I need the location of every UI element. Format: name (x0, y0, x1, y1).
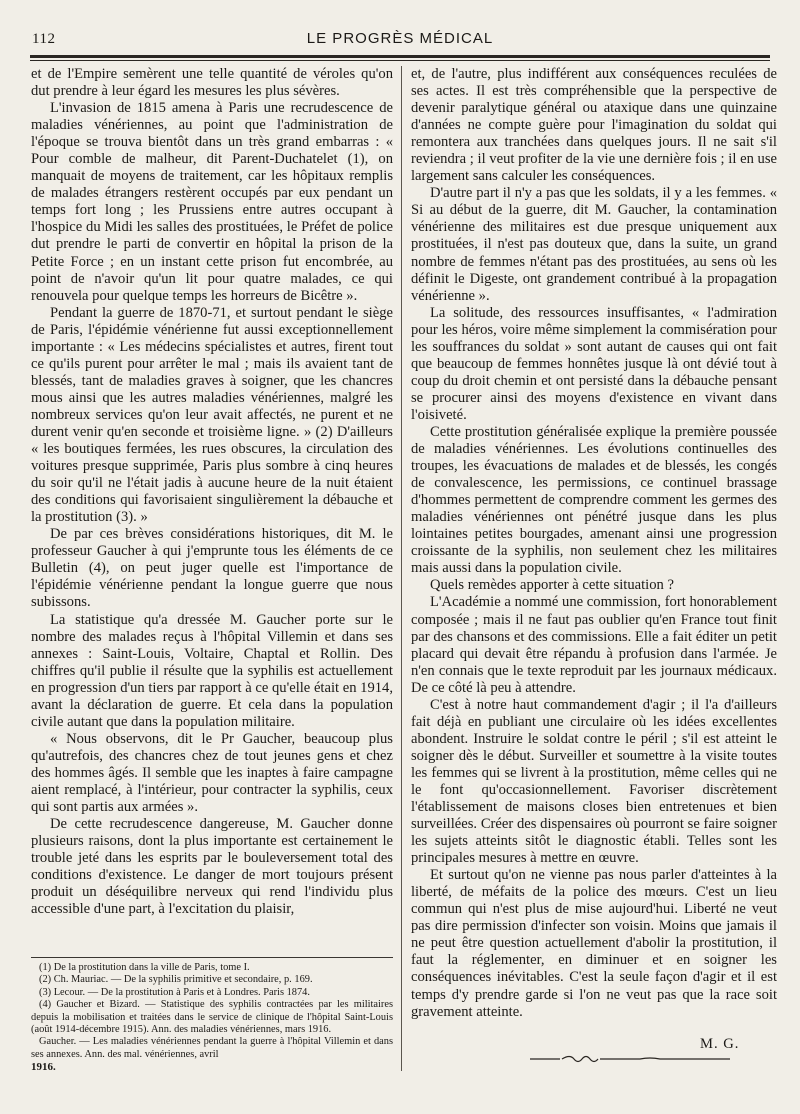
footnote-rule (31, 957, 393, 958)
footnotes (31, 962, 393, 1074)
footnote: (4) Gaucher et Bizard. — Statistique des syphilis contractées par les militaires depuis la mobilisation et traitées dans le service de clinique de l'hôpital Saint-Louis (août 1914-décembre 1915). Ann. des maladies vénériennes, mars 1916. (31, 999, 393, 1036)
paragraph: Pendant la guerre de 1870-71, et surtout pendant le siège de Paris, l'épidémie vénérienne fut aussi exceptionnellement importante : « Les médecins spécialistes et autres, firent tout ce qu'ils purent pour arrêter le mal ; mais ils avaient tant de blessés, tant de maladies graves à soigner, que les chancres mous ainsi que les autres maladies vénériennes, malgré les nombreux services qu'on leur avait affectés, ne purent et ne durent venir qu'en seconde et troisième ligne. » (2) D'ailleurs « les boutiques fermées, les rues obscures, la circulation des voitures presque supprimée, Paris plus sombre à cinq heures du soir qu'il ne l'était jadis à aucune heure de la nuit étaient des conditions qui favorisaient singulièrement la débauche et la prostitution (3). » (31, 304, 393, 526)
paragraph: La solitude, des ressources insuffisantes, « l'admiration pour les héros, voire même simplement la commisération pour les souffrances du soldat » sont autant de causes qui ont fait que beaucoup de femmes honnêtes jusque là ont dévié tout à coup du droit chemin et ont persisté dans la débauche pensant se procurer ainsi des moyens d'existence en vivant dans l'oisiveté. (411, 304, 777, 423)
paragraph: et de l'Empire semèrent une telle quantité de véroles qu'on dut prendre à leur égard les mesures les plus sévères. (31, 66, 393, 100)
paragraph: De cette recrudescence dangereuse, M. Gaucher donne plusieurs raisons, dont la plus importante est certainement le trouble jeté dans les esprits par le bouleversement total des conditions d'existence. Le danger de mort toujours présent produit un déséquilibre nerveux qui rend l'individu plus accessible d'une part, à l'excitation du plaisir, (31, 816, 393, 918)
paragraph: L'invasion de 1815 amena à Paris une recrudescence de maladies vénériennes, au point que l'administration de l'époque se trouva bientôt dans un très grand embarras : « Pour comble de malheur, dit Parent-Duchatelet (1), on manquait de moyens de traitement, car les hôpitaux remplis de malades étrangers restèrent occupés par eux pendant un temps fort long ; les Prussiens entre autres occupant à l'hospice du Midi les salles des prostituées, le Préfet de police dut prendre le parti de convertir en hôpital la prison de la Petite Force ; en un instant cette prison fut encombrée, au point de n'avoir qu'un lit pour quatre malades, ce qui renouvela pour quelque temps les horreurs de Bicêtre ». (31, 100, 393, 304)
page-number: 112 (32, 31, 56, 47)
author-signature: M. G. (700, 1036, 740, 1052)
footnote: (3) Lecour. — De la prostitution à Paris et à Londres. Paris 1874. (39, 986, 310, 998)
right-column (411, 66, 777, 1021)
paragraph: La statistique qu'a dressée M. Gaucher porte sur le nombre des malades reçus à l'hôpital Villemin et dans ses annexes : Saint-Louis, Voltaire, Chaptal et Rollin. Des chiffres qu'il publie il résulte que la syphilis est actuellement en progression d'un tiers par rapport à ce qu'elle était en 1914, avant la déclaration de guerre. Et cela dans la population civile autant que dans la population militaire. (31, 611, 393, 730)
footnote: (2) Ch. Mauriac. — De la syphilis primitive et secondaire, p. 169. (39, 974, 313, 986)
paragraph: « Nous observons, dit le Pr Gaucher, beaucoup plus qu'autrefois, des chancres chez de tout jeunes gens et chez des hommes âgés. Il semble que les inaptes à faire campagne aient remplacé, à l'intérieur, pour contracter la syphilis, ceux qui sont partis aux armées ». (31, 730, 393, 816)
page-header (30, 30, 770, 50)
paragraph: Cette prostitution généralisée explique la première poussée de maladies vénériennes. Les évolutions continuelles des troupes, les évacuations de malades et de blessés, les congés de convalescence, les permissions, ce continuel brassage d'hommes permettent de comprendre comment les germes des maladies vénériennes ont pénétré jusque dans les plus lointaines petites bourgades, amenant ainsi une progression croissante de la syphilis, non seulement chez les militaires mais aussi dans la population civile. (411, 423, 777, 577)
left-column (31, 66, 393, 918)
footnote: (1) De la prostitution dans la ville de Paris, tome I. (39, 962, 250, 973)
paragraph: et, de l'autre, plus indifférent aux conséquences reculées de ses actes. Il est très compréhensible que la perspective de devenir paralytique général ou ataxique dans une quinzaine d'années ne compte guère pour l'imagination du soldat qui remontera aux tranchées dans quelques jours. Il ne sait s'il reviendra ; il veut profiter de la vie une dernière fois ; il en use largement sans calculer les conséquences. (411, 66, 777, 185)
header-rule-thick (30, 55, 770, 58)
paragraph: L'Académie a nommé une commission, fort honorablement composée ; mais il ne faut pas oublier qu'en France tout finit par des chansons et des commissions. Elle a fait éditer un petit placard qui devait être répandu à profusion dans l'armée. Je n'en connais que le texte reproduit par les journaux médicaux. De ce côté là peu à attendre. (411, 594, 777, 696)
paragraph: C'est à notre haut commandement d'agir ; il l'a d'ailleurs fait déjà en publiant une circulaire où les idées excellentes abondent. Instruire le soldat contre le péril ; s'il est atteint le soigner dès le début. Surveiller et soumettre à la visite toutes les femmes qui se livrent à la prostitution, même celles qui ne le font qu'occasionnellement. Favoriser discrètement l'établissement de maisons closes bien entretenues et bien surveillées. Créer des dispensaires où pourront se faire soigner les sujets atteints sitôt le diagnostic établi. Telles sont les principales mesures à mettre en œuvre. (411, 696, 777, 867)
paragraph: Quels remèdes apporter à cette situation ? (430, 577, 674, 594)
footnote-year: 1916. (31, 1061, 56, 1074)
paragraph: De par ces brèves considérations historiques, dit M. le professeur Gaucher à qui j'emprunte tous les éléments de ce Bulletin (4), on peut juger quelle est l'importance de l'épidémie vénérienne pendant la longue guerre que nous subissons. (31, 526, 393, 611)
journal-title: LE PROGRÈS MÉDICAL (306, 30, 494, 47)
column-divider (401, 66, 402, 1071)
header-rule-thin (30, 60, 770, 61)
end-flourish-ornament (530, 1054, 730, 1064)
footnote: Gaucher. — Les maladies vénériennes pendant la guerre à l'hôpital Villemin et dans ses annexes. Ann. des mal. vénériennes, avril (31, 1036, 393, 1060)
paragraph: Et surtout qu'on ne vienne pas nous parler d'atteintes à la liberté, de méfaits de la police des mœurs. C'est un lieu commun qui n'est plus de mise aujourd'hui. Liberté ne veut pas dire permission d'infecter son voisin. Moins que jamais il ne peut être question actuellement d'abolir la prostitution, il faut la réglementer, en diminuer et en soigner les conséquences inévitables. C'est la seule façon d'agir et il est temps d'y prendre garde si l'on ne veut pas que la race soit gravement atteinte. (411, 867, 777, 1020)
paragraph: D'autre part il n'y a pas que les soldats, il y a les femmes. « Si au début de la guerre, dit M. Gaucher, la contamination vénérienne des militaires est due presque uniquement aux prostituées, il n'est pas douteux que, dans la suite, un grand nombre de femmes n'étant pas des prostituées, au sens où les définit le Digeste, ont grandement contribué à la propagation vénérienne ». (411, 185, 777, 304)
